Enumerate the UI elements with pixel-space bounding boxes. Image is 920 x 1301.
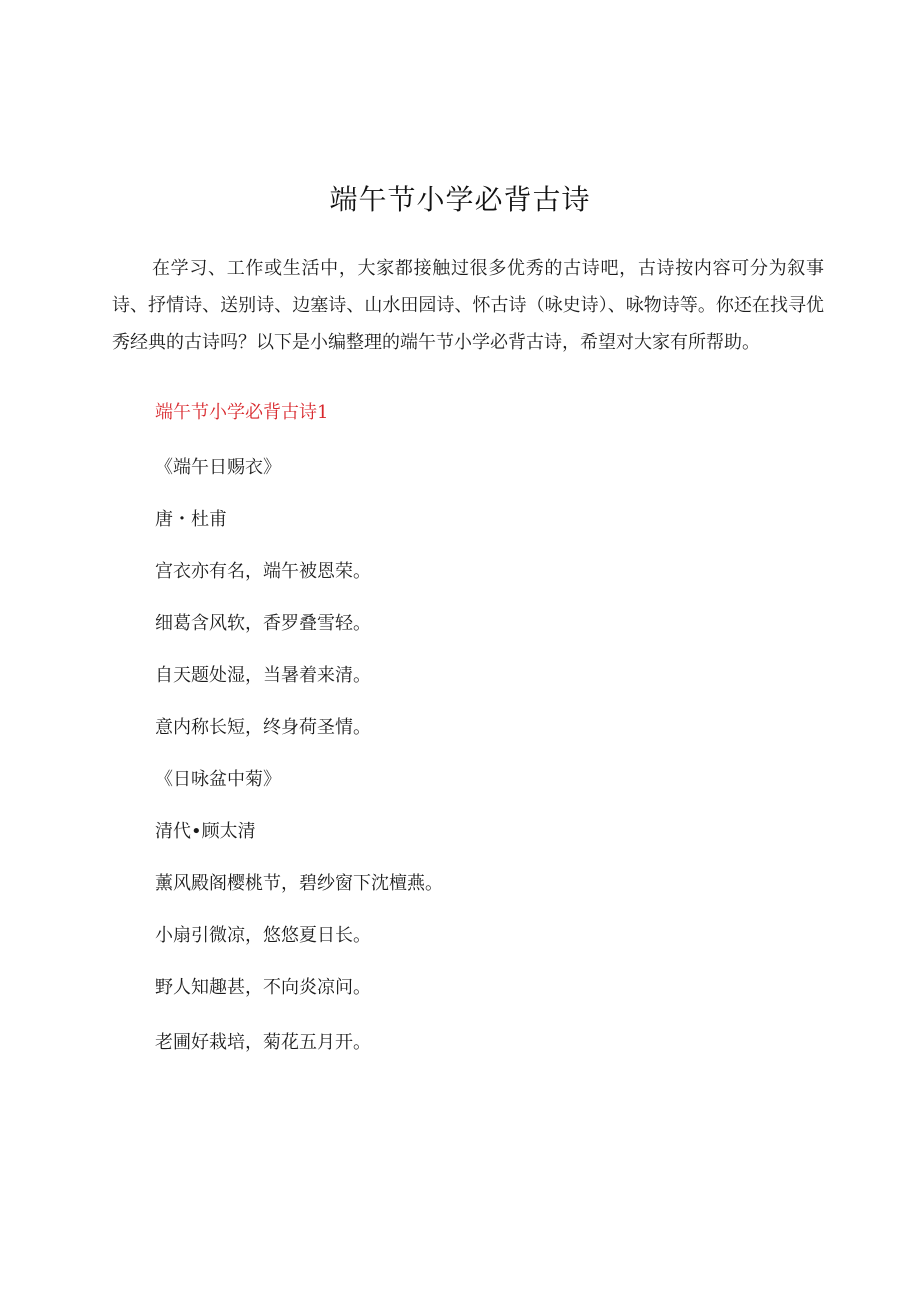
poem-title: 《端午日赐衣》 <box>155 457 281 478</box>
poem-line: 细葛含风软，香罗叠雪轻。 <box>155 613 371 634</box>
poem-line: 小扇引微凉，悠悠夏日长。 <box>155 925 371 946</box>
poem-line: 意内称长短，终身荷圣情。 <box>155 717 371 738</box>
poem-author: 唐・杜甫 <box>155 509 227 530</box>
section-heading: 端午节小学必背古诗1 <box>155 402 329 423</box>
poem-title: 《日咏盆中菊》 <box>155 769 281 790</box>
poem-line: 老圃好栽培，菊花五月开。 <box>155 1032 371 1053</box>
poem-author: 清代•顾太清 <box>155 821 256 842</box>
poem-line: 自天题处湿，当暑着来清。 <box>155 665 371 686</box>
poem-line: 野人知趣甚，不向炎凉问。 <box>155 977 371 998</box>
intro-paragraph: 在学习、工作或生活中，大家都接触过很多优秀的古诗吧，古诗按内容可分为叙事诗、抒情诗、送别诗、边塞诗、山水田园诗、怀古诗（咏史诗）、咏物诗等。你还在找寻优秀经典的古诗吗？以下是小编整理的端午节小学必背古诗，希望对大家有所帮助。 <box>112 258 824 353</box>
poem-line: 宫衣亦有名，端午被恩荣。 <box>155 561 371 582</box>
page-title: 端午节小学必背古诗 <box>329 183 591 216</box>
poem-line: 薰风殿阁樱桃节，碧纱窗下沈檀燕。 <box>155 873 443 894</box>
